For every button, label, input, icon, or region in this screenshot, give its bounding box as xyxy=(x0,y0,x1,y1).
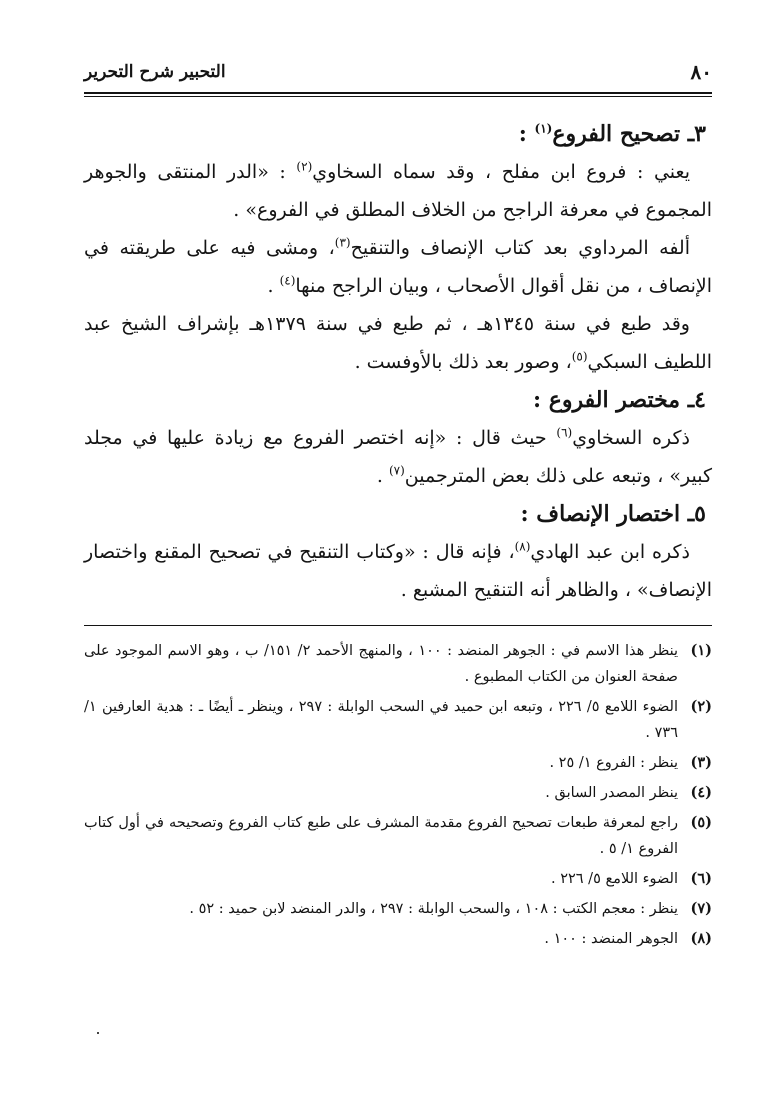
footnote-ref: (٥) xyxy=(571,349,588,364)
footnote-number: (٦) xyxy=(690,870,712,887)
footnote-ref: (٣) xyxy=(334,235,351,250)
paragraph xyxy=(84,533,712,609)
paragraph xyxy=(84,419,712,495)
footnote-item xyxy=(84,926,712,952)
footnote-number: (٨) xyxy=(690,930,712,947)
footnote-item xyxy=(84,638,712,690)
footnote-text: ينظر : الفروع ١/ ٢٥ . xyxy=(549,755,678,771)
footnote-ref: (٧) xyxy=(388,463,405,478)
section-heading-ikhtisar-al-insaf: ٥ـ اختصار الإنصاف : xyxy=(520,501,706,527)
footnote-number: (٧) xyxy=(690,900,712,917)
footnote-text: الضوء اللامع ٥/ ٢٢٦ . xyxy=(550,871,678,887)
paragraph-text: ، فإنه قال : «وكتاب التنقيح في تصحيح المقنع واختصار الإنصاف» ، والظاهر أنه التنقيح المشبع . xyxy=(84,541,712,601)
footnote-text: ينظر المصدر السابق . xyxy=(545,785,678,801)
book-page xyxy=(84,52,712,956)
footnote-item xyxy=(84,896,712,922)
paragraph-text: ذكره السخاوي xyxy=(572,427,690,449)
footnote-number: (٤) xyxy=(690,784,712,801)
footnote-text: الجوهر المنضد : ١٠٠ . xyxy=(544,931,678,947)
footnote-ref: (٢) xyxy=(296,159,313,174)
footnote-number: (١) xyxy=(690,642,712,659)
footnote-number: (٣) xyxy=(690,754,712,771)
body-text xyxy=(84,115,712,609)
header-rule-thin xyxy=(84,96,712,97)
paragraph xyxy=(84,229,712,305)
paragraph-text: : «الدر المنتقى والجوهر المجموع في معرفة الراجح من الخلاف المطلق في الفروع» . xyxy=(84,161,712,221)
section-heading-mukhtasar-al-furu: ٤ـ مختصر الفروع : xyxy=(532,387,706,413)
footnote-text: ينظر : معجم الكتب : ١٠٨ ، والسحب الوابلة : ٢٩٧ ، والدر المنضد لابن حميد : ٥٢ . xyxy=(189,901,678,917)
paragraph-text: ألفه المرداوي بعد كتاب الإنصاف والتنقيح xyxy=(350,237,690,259)
paragraph-text: يعني : فروع ابن مفلح ، وقد سماه السخاوي xyxy=(312,161,690,183)
running-title: التحبير شرح التحرير xyxy=(84,62,226,82)
footnotes xyxy=(84,638,712,952)
footnote-number: (٥) xyxy=(690,814,712,831)
footnote-ref: (٨) xyxy=(514,539,531,554)
footnote-item xyxy=(84,694,712,746)
heading-text: ٣ـ تصحيح الفروع xyxy=(552,121,706,147)
footnote-text: ينظر هذا الاسم في : الجوهر المنضد : ١٠٠ ، والمنهج الأحمد ٢/ ١٥١/ ب ، وهو الاسم الموجود على صفحة العنوان من الكتاب المطبوع . xyxy=(84,643,679,685)
footnote-number: (٢) xyxy=(690,698,712,715)
page-header xyxy=(84,52,712,88)
paragraph xyxy=(84,153,712,229)
scan-speck xyxy=(97,1032,99,1034)
paragraph xyxy=(84,305,712,381)
paragraph-text: ، وصور بعد ذلك بالأوفست . xyxy=(354,351,572,373)
header-rule-thick xyxy=(84,92,712,94)
section-heading-tashih-al-furu xyxy=(84,115,706,153)
footnote-separator xyxy=(84,625,712,626)
footnote-item xyxy=(84,866,712,892)
paragraph-text: . xyxy=(376,465,389,487)
heading-suffix: : xyxy=(518,121,535,147)
paragraph-text: . xyxy=(267,275,280,297)
page-number: ٨٠ xyxy=(690,60,712,84)
footnote-ref: (٦) xyxy=(556,425,573,440)
footnote-item xyxy=(84,780,712,806)
footnote-ref: (١) xyxy=(534,121,553,136)
footnote-text: الضوء اللامع ٥/ ٢٢٦ ، وتبعه ابن حميد في السحب الوابلة : ٢٩٧ ، وينظر ـ أيضًا ـ : هدية العارفين ١/ ٧٣٦ . xyxy=(84,699,678,741)
paragraph-text: ، ومشى فيه على طريقته في الإنصاف ، من نقل أقوال الأصحاب ، وبيان الراجح منها xyxy=(84,237,712,297)
paragraph-text: ذكره ابن عبد الهادي xyxy=(530,541,690,563)
footnote-item xyxy=(84,810,712,862)
paragraph-text: حيث قال : «إنه اختصر الفروع مع زيادة عليها في مجلد كبير» ، وتبعه على ذلك بعض المترجمين xyxy=(84,427,712,487)
footnote-item xyxy=(84,750,712,776)
footnote-text: راجع لمعرفة طبعات تصحيح الفروع مقدمة المشرف على طبع كتاب الفروع وتصحيحه في أول كتاب الفروع ١/ ٥ . xyxy=(84,815,678,857)
footnote-ref: (٤) xyxy=(279,273,296,288)
paragraph-text: وقد طبع في سنة ١٣٤٥هـ ، ثم طبع في سنة ١٣٧٩هـ بإشراف الشيخ عبد اللطيف السبكي xyxy=(84,313,712,373)
